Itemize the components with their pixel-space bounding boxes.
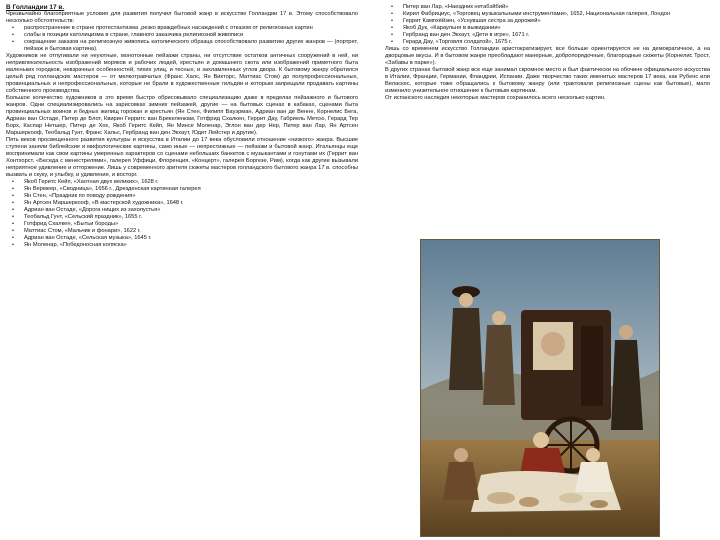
list-item: • Кирил Фабрициус, «Торговец музыкальными инструментами», 1652, Национальная галерея, Лондон [385,11,710,18]
list-item: • Адриан ван Остаде, «Дорога нищих из захолустья» [6,207,358,214]
list-item: • Адриан ван Остаде, «Сельская музыка», 1645 г. [6,235,358,242]
list-item: • Маттиас Стом, «Мальчик и фонари», 1622 г. [6,228,358,235]
list-item: • сокращение заказов на религиозную живопись католического образца способствовало развитию других жанров — (портрет, пейзаж и бытовая картина). [6,39,358,53]
works-list [6,179,358,249]
body-paragraph: Большое количество художников в это время быстро обрисовывало специализацию даже в пределах пейзажного и бытового жанров. Одни специализировались на зарисовках зимних пейзажей, другие — на бытовых сценах в кабаках, сценами быта провинциальных воинов и бедных жилищ горожан и крестьян (Ян Стен, Филипп Вауэрман, Адриан ван де Венне, Корнелис Бега, Адриан ван Остаде, Питер де Блот, Квирин Герритс ван Брекеленкам, Готфрид Схалкен, Геррит Дау, Габриель Метсю, Герард Тер Борх, Каспар Нетшер, Питер де Хох, Якоб Геритс Кейп, Ян Минсе Моленар, Эглон ван дер Нер, Питер ван Лар, Ян Артсен Маршеркооф, Теобальд Гунт, Франс Хальс, Гербранд ван ден Экхаут, Юдит Лейстер и другие). [6,95,358,136]
list-item: • Гербранд ван ден Экхаут, «Дети в игре», 1671 г. [385,32,710,39]
list-item: • Теобальд Гунт, «Сельский праздник», 1655 г. [6,214,358,221]
left-column [6,4,358,249]
list-item: • Ян Артсен Маршеркооф, «В мастерской художника», 1648 г. [6,200,358,207]
list-item: • Ян Моленар, «Победоносная коляска» [6,242,358,249]
painting-illustration [421,240,659,536]
list-item: • Питер ван Лар, «Наездник нетабэйбий» [385,4,710,11]
list-item: • Герард Дау, «Торговля солдатой», 1675 г. [385,39,710,46]
right-column [385,4,710,102]
body-paragraph: От испанского наследия некоторых мастеров сохранилось всего несколько картин. [385,95,606,101]
body-paragraph: Пять веков просвещенного развития культуры и искусства в Италии до 17 века обусловили отношение «низкого» жанра. Высшие ступени заняли библейские и мифологические картины, само иные — непрестижные — пейзажи и бытовой жанр. Итальянцы еще воспринимали как свои картины умеренных характеров со сценами небольших банкетов с музыкантами и гонутами их (Геррит ван Хонтхорст, «Беседа с менестрелями», галерея Уффици, Флоренция, «Концерт», галерея Боргезе, Рим), когда как другие вызывали неприятное удивление и отторжение. Лишь у современного зрителя сюжеты мастеров голландского бытового жанра 17 в. способны вызвать и скуку, и улыбку, и удивление, и восторг. [6,137,358,178]
list-item: • Ян Стен, «Праздник по поводу рождения» [6,193,358,200]
painting-image [420,239,660,537]
list-item: • Якоб Дук, «Караульня в выжидании» [385,25,710,32]
body-paragraph: Лишь со временем искусство Голландии аристократизирует, все больше ориентируется не на демократичное, а на дворцовые вкусы. И в бытовом жанре преобладают манерные, добропорядочные, благородные сюжеты (Корнелис Трост, «Забавы в парке»). [385,46,710,66]
list-item: • Ян Вермеер, «Сводница», 1656 г., Дрезденская картинная галерея [6,186,358,193]
list-item: • Геррит Кампхёйзен, «Уснувшая сестра за дорожей» [385,18,710,25]
section-title: В Голландии 17 в. [6,4,65,11]
conditions-list [6,25,358,53]
body-paragraph: В других странах бытовой жанр все еще занимал скромное место и был фактически на обочине официального искусства в Италии, Франции, Германии, Фландрии, Испании. Даже творчество таких именитых мастеров 17 века, как Рубенс или Веласкес, которые тоже обращались к бытовому жанру (или трактовали религиозные сцены как бытовые), мало изменило унизительное отношение к бытовым картинам. [385,67,710,94]
intro-paragraph: Чрезвычайно благоприятные условия для развития получил бытовой жанр в искусстве Голландии 17 в. Этому способствовало несколько обстоятельств: [6,11,358,24]
list-item: • Готфрид Схалкен, «Бытьи бороды» [6,221,358,228]
list-item: • Якоб Геритс Кейп, «Хаотная двух великих», 1628 г. [6,179,358,186]
works-list-continued [385,4,710,46]
list-item: • распространение в стране протестантизма ,резко враждебных насаждений с отказом от религиозных картин [6,25,358,32]
body-paragraph: Художников не отпугивали ни неуютные, монотонные пейзажи страны, ни отсутствие остатков античных сооружений в ней, ни непривлекательность изображений моряков и рабочих людей, крестьян и домашнего скота или изображений приметного быта маленьких городков, невзрачных особенностей, тихих улиц, и тесных, и захламленных углов двора. К бытовому жанру обратился целый ряд голландских мастеров — от мелкотравчатых (Франс Халс, Ян Викторс, Маттиас Стом) до полупрофессиональных, провинциальных и непрофессиональных, которые не брали в художественные гильдии и которым запрещали продавать картины собственного производства. [6,53,358,94]
list-item: • слабы в позиции католицизма в стране, главного заказчика религиозной живописи [6,32,358,39]
